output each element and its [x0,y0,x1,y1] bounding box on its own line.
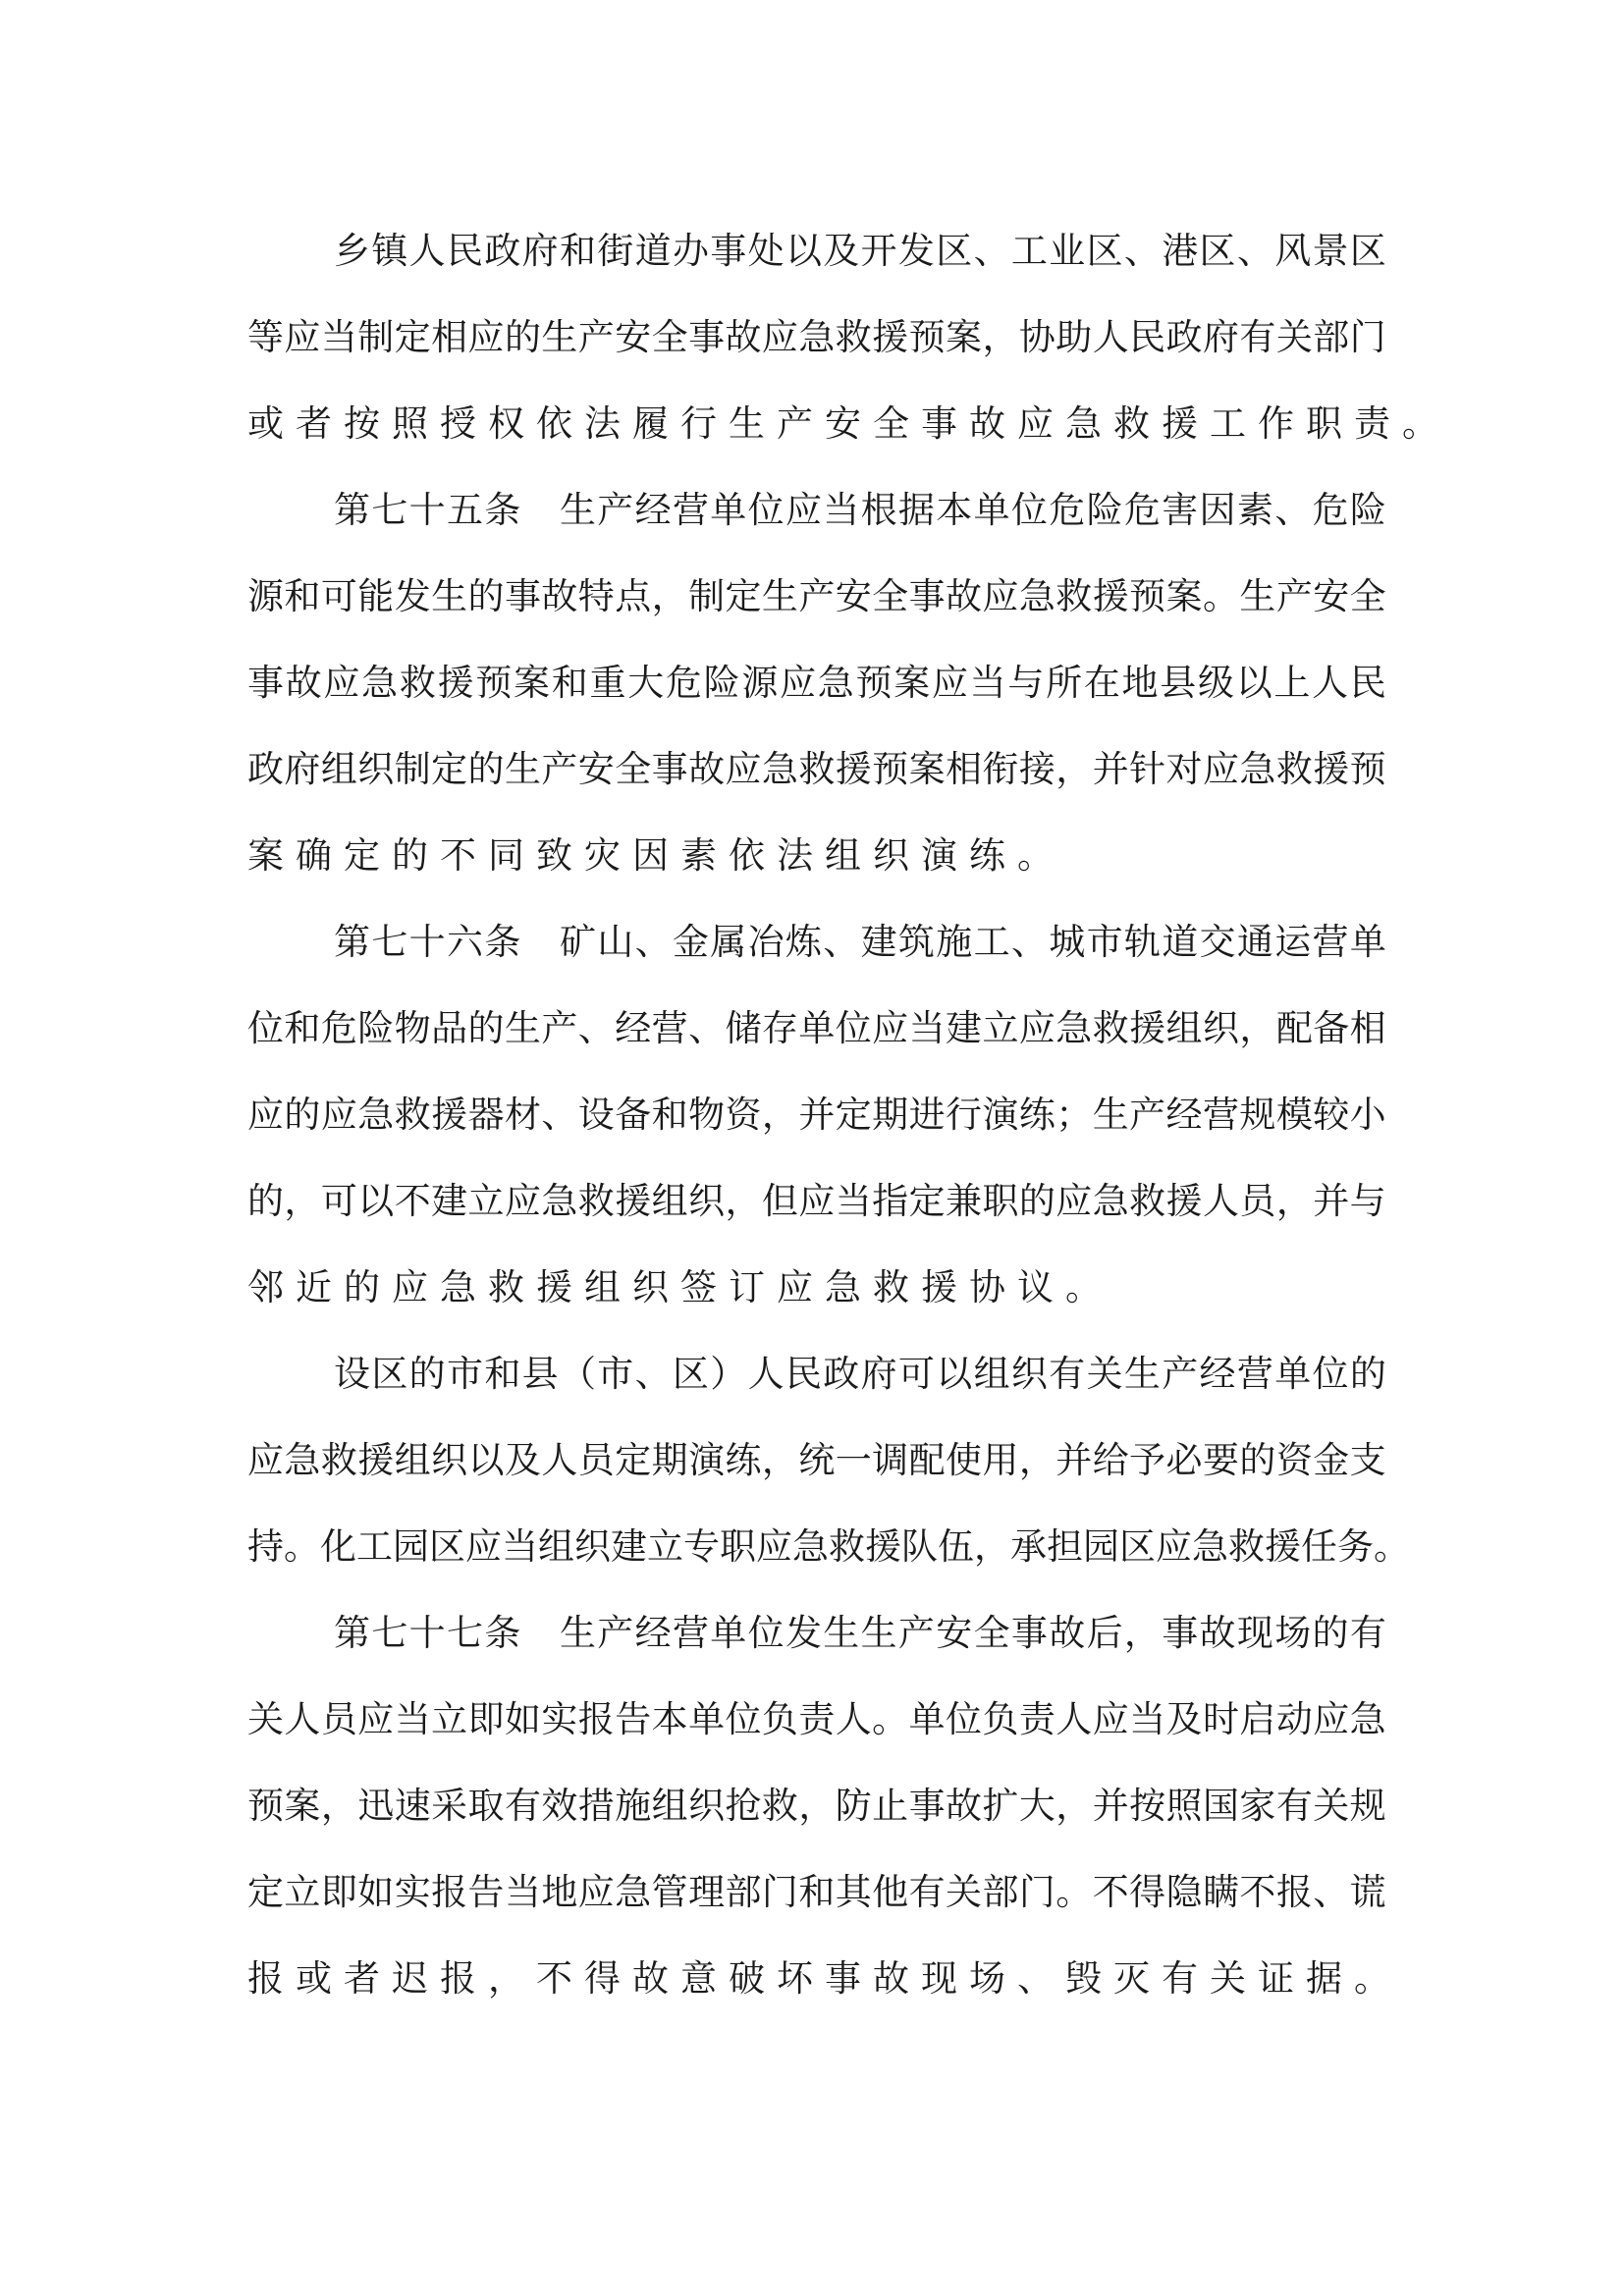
text-line: 事 故 应 急 救 援 预 案 和 重 大 危 险 源 应 急 预 案 应 当 与 所 在 地 县 级 以 上 人 民 [247,662,1386,704]
text-line: 第 七 十 七 条 生 产 经 营 单 位 发 生 生 产 安 全 事 故 后 ， 事 故 现 场 的 有 [334,1612,1386,1654]
text-line: 持 。 化 工 园 区 应 当 组 织 建 立 专 职 应 急 救 援 队 伍 ， 承 担 园 区 应 急 救 援 任 务 。 [247,1525,1410,1568]
text-line: 设 区 的 市 和 县 （ 市 、 区 ） 人 民 政 府 可 以 组 织 有 关 生 产 经 营 单 位 的 [334,1353,1386,1395]
text-line: 定 立 即 如 实 报 告 当 地 应 急 管 理 部 门 和 其 他 有 关 部 门 。 不 得 隐 瞒 不 报 、 谎 [247,1871,1386,1913]
text-line: 关 人 员 应 当 立 即 如 实 报 告 本 单 位 负 责 人 。 单 位 负 责 人 应 当 及 时 启 动 应 急 [247,1698,1386,1740]
text-line: 应 急 救 援 组 织 以 及 人 员 定 期 演 练 ， 统 一 调 配 使 用 ， 并 给 予 必 要 的 资 金 支 [247,1439,1386,1481]
paragraph-article-75 [247,467,1386,899]
text-line: 邻 近 的 应 急 救 援 组 织 签 订 应 急 救 援 协 议 。 [247,1266,1102,1308]
text-line: 案 确 定 的 不 同 致 灾 因 素 依 法 组 织 演 练 。 [247,834,1054,877]
text-line: 应 的 应 急 救 援 器 材 、 设 备 和 物 资 ， 并 定 期 进 行 演 练 ； 生 产 经 营 规 模 较 小 [247,1094,1386,1136]
text-line: 或 者 按 照 授 权 依 法 履 行 生 产 安 全 事 故 应 急 救 援 工 作 职 责 。 [247,402,1438,445]
text-line: 源 和 可 能 发 生 的 事 故 特 点 ， 制 定 生 产 安 全 事 故 应 急 救 援 预 案 。 生 产 安 全 [247,575,1386,617]
text-line: 第 七 十 五 条 生 产 经 营 单 位 应 当 根 据 本 单 位 危 险 危 害 因 素 、 危 险 [334,489,1386,531]
paragraph-government-support [247,1331,1410,1590]
text-line: 预 案 ， 迅 速 采 取 有 效 措 施 组 织 抢 救 ， 防 止 事 故 扩 大 ， 并 按 照 国 家 有 关 规 [247,1785,1386,1827]
paragraph-article-77 [247,1590,1390,2022]
text-line: 乡 镇 人 民 政 府 和 街 道 办 事 处 以 及 开 发 区 、 工 业 区 、 港 区 、 风 景 区 [334,230,1386,272]
text-line: 第 七 十 六 条 矿 山 、 金 属 冶 炼 、 建 筑 施 工 、 城 市 轨 道 交 通 运 营 单 [334,921,1386,963]
text-line: 报 或 者 迟 报 ， 不 得 故 意 破 坏 事 故 现 场 、 毁 灭 有 关 证 据 。 [247,1957,1390,2000]
text-line: 位 和 危 险 物 品 的 生 产 、 经 营 、 储 存 单 位 应 当 建 立 应 急 救 援 组 织 ， 配 备 相 [247,1007,1386,1049]
text-line: 的 ， 可 以 不 建 立 应 急 救 援 组 织 ， 但 应 当 指 定 兼 职 的 应 急 救 援 人 员 ， 并 与 [247,1180,1386,1222]
paragraph-township-duties [247,208,1438,467]
text-line: 政 府 组 织 制 定 的 生 产 安 全 事 故 应 急 救 援 预 案 相 衔 接 ， 并 针 对 应 急 救 援 预 [247,748,1386,790]
document-body [247,208,1438,2022]
text-line: 等 应 当 制 定 相 应 的 生 产 安 全 事 故 应 急 救 援 预 案 ， 协 助 人 民 政 府 有 关 部 门 [247,316,1386,358]
paragraph-article-76 [247,899,1386,1331]
